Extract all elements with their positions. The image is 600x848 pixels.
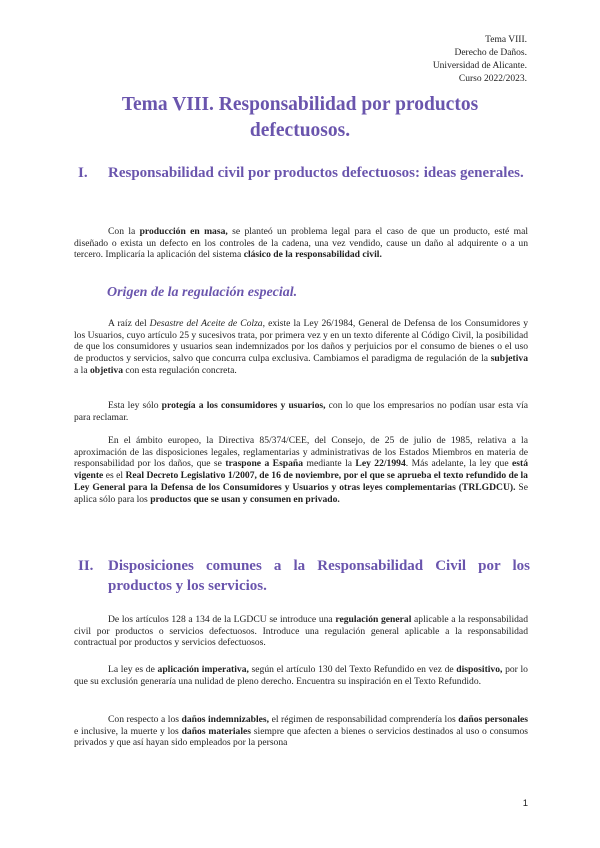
text-run: por lo que su exclusión generaría una nulidad de pleno derecho. Encuentra su inspiración en el Texto Refundido. xyxy=(74,664,528,687)
text-run: Con la xyxy=(108,226,140,237)
header-line: Derecho de Daños. xyxy=(454,48,527,58)
text-run: el régimen de responsabilidad comprendería los xyxy=(269,714,459,725)
section-title: Responsabilidad civil por productos defectuosos: ideas generales. xyxy=(108,165,524,181)
text-run: según el artículo 130 del Texto Refundido en vez de xyxy=(248,664,457,675)
document-header xyxy=(433,34,527,86)
bold-text: dispositivo, xyxy=(456,664,503,675)
text-run: a la xyxy=(74,364,90,376)
paragraph xyxy=(74,400,528,423)
bold-text: regulación general xyxy=(335,614,412,625)
paragraph xyxy=(74,435,528,505)
subsection-heading: Origen de la regulación especial. xyxy=(107,285,298,300)
section-number: II. xyxy=(78,558,94,574)
bold-text: traspone a España xyxy=(225,458,304,470)
bold-text: objetiva xyxy=(89,364,124,376)
text-run: e inclusive, la muerte y los xyxy=(74,725,182,737)
bold-text: aplicación imperativa, xyxy=(157,664,249,675)
text-run: En el ámbito europeo, la Directiva 85/374/CEE, del Consejo, de 25 de julio de 1985, relativa a la aproximación de las disposiciones legales, reglamentarias y administrativas de los Estados Miembros en materia de responsabilidad por los daños, que se xyxy=(74,435,528,470)
text-run: A raíz del xyxy=(108,318,150,329)
header-line: Curso 2022/2023. xyxy=(458,74,527,84)
paragraph xyxy=(74,614,528,649)
text-run: se planteó un problema legal para el caso de que un producto, esté mal diseñado o exista un defecto en los controles de la cadena, una vez vendido, cause un daño al adquirente o a un tercero. Implicaría la aplicación del sistema xyxy=(74,226,529,261)
section-heading xyxy=(78,163,530,183)
text-run: , existe la Ley 26/1984, General de Defensa de los Consumidores y los Usuarios, cuyo artículo 25 y sucesivos trata, por primera vez y en un texto diferente al Código Civil, la posibilidad de que los consumidores y usuarios sean indemnizados por los daños y perjuicios por el consumo de bienes o el uso de productos y servicios, salvo que concurra culpa exclusiva. Cambiamos el paradigma de regulación de la xyxy=(74,318,528,365)
section-title: Disposiciones comunes a la Responsabilidad Civil por los productos y los servicios. xyxy=(108,558,530,594)
text-run: La ley es de xyxy=(108,664,158,675)
paragraph xyxy=(74,664,528,687)
bold-text: está vigente xyxy=(74,458,529,482)
bold-text: daños personales xyxy=(458,714,528,725)
bold-text: clásico de la responsabilidad civil. xyxy=(243,249,382,261)
paragraph xyxy=(74,714,528,749)
bold-text: daños materiales xyxy=(181,725,252,737)
text-run: Con respecto a los xyxy=(108,714,182,725)
text-run: es el xyxy=(103,470,126,482)
bold-text: Ley 22/1994 xyxy=(355,458,406,470)
text-run: con lo que los empresarios no podían usar esta vía para reclamar. xyxy=(74,400,528,423)
section-heading xyxy=(78,556,530,596)
bold-text: producción en masa, xyxy=(139,226,228,237)
text-run: . Más adelante, la ley que xyxy=(405,458,513,470)
text-run: De los artículos 128 a 134 de la LGDCU se introduce una xyxy=(108,614,336,625)
section-number: I. xyxy=(78,165,88,181)
italic-text: Desastre del Aceite de Colza xyxy=(149,318,263,329)
text-run: con esta regulación concreta. xyxy=(123,364,237,376)
text-run: aplicable a la responsabilidad civil por productos o servicios defectuosos. Introduce una regulación general aplicable a la responsabilidad contractual por productos y servicios defectuosos. xyxy=(74,614,528,649)
text-run: mediante la xyxy=(303,458,356,470)
paragraph xyxy=(74,318,528,377)
header-line: Tema VIII. xyxy=(485,35,527,45)
text-run: Esta ley sólo xyxy=(108,400,162,411)
bold-text: protegía a los consumidores y usuarios, xyxy=(161,400,326,411)
page-title: Tema VIII. Responsabilidad por productos defectuosos. xyxy=(121,94,479,141)
bold-text: subjetiva xyxy=(490,353,528,365)
header-line: Universidad de Alicante. xyxy=(432,61,527,71)
bold-text: productos que se usan y consumen en privado. xyxy=(150,493,340,505)
bold-text: daños indemnizables, xyxy=(181,714,270,725)
text-run: Se aplica sólo para los xyxy=(74,481,528,505)
paragraph xyxy=(74,226,528,261)
page-number: 1 xyxy=(522,798,528,809)
bold-text: Real Decreto Legislativo 1/2007, de 16 de noviembre, por el que se aprueba el texto refundido de la Ley General para la Defensa de los Consumidores y Usuarios y otras leyes complementarias (TRLGDCU). xyxy=(74,470,528,493)
text-run: siempre que afecten a bienes o servicios destinados al uso o consumos privados y que así hayan sido empleados por la persona xyxy=(74,725,528,749)
